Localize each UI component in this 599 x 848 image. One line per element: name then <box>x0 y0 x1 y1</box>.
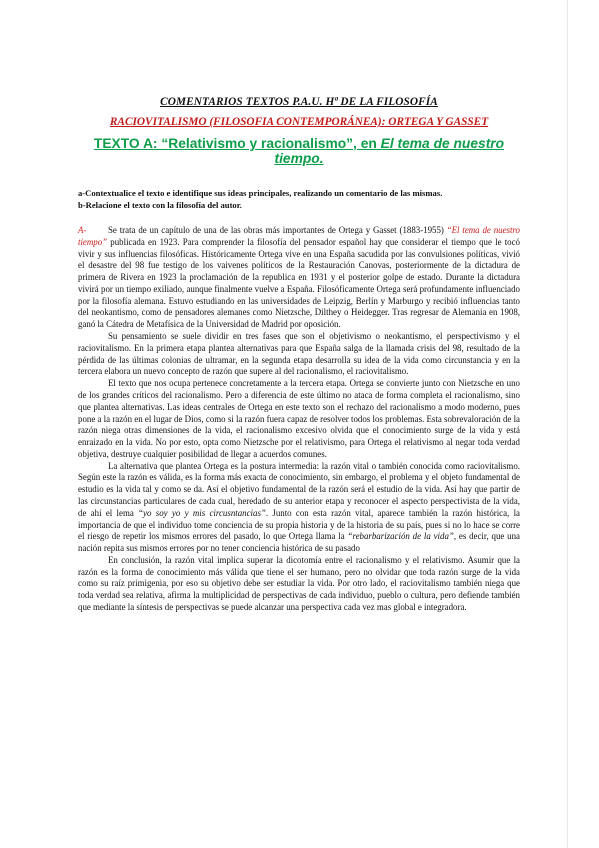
document-title: COMENTARIOS TEXTOS P.A.U. Hª DE LA FILOSOFÍA <box>160 96 438 108</box>
paragraph-1 <box>78 225 520 331</box>
paragraph-4-quote-2: “rebarbarización de la vida” <box>347 531 454 542</box>
paragraph-1-work-title: “El tema de nuestro tiempo” <box>78 225 520 247</box>
question-b: b-Relacione el texto con la filosofía del autor. <box>78 199 242 210</box>
paragraph-1-text-b: publicada en 1923. Para comprender la filosofía del pensador español hay que considerar el tiempo que le tocó vivir y sus influencias filosóficas. Históricamente Ortega vive en una España sacudida por las convulsiones políticas, vivió el desastre del 98 fue testigo de los vaivenes políticos de la Restauración Canovas, posteriormente de la dictadura de primera de Rivera en 1923 la proclamación de la republica en 1931 y el posterior golpe de estado. Durante la dictadura vivirá por un tiempo exiliado, aunque finalmente vuelve a España. Filosóficamente Ortega será profundamente influenciado por la filosofía alemana. Estuvo estudiando en las universidades de Leipzig, Berlín y Marburgo y recibió influencias tanto del neokantismo, como de pensadores alemanes como Nietzsche, Dilthey o Heidegger. Tras regresar de Alemania en 1908, ganó la Cátedra de Metafísica de la Universidad de Madrid por oposición. <box>78 236 520 330</box>
paragraph-5: En conclusión, la razón vital implica superar la dicotomía entre el racionalismo y el relativismo. Asumir que la razón es la forma de conocimiento más válida que tiene el ser humano, pero no olvidar que toda razón surge de la vida como su raíz primigenia, por eso su objetivo debe ser estudiar la vida. Por otro lado, el raciovitalismo también niega que toda verdad sea relativa, afirma la multiplicidad de perspectivas de cada individuo, pueblo o cultura, pero defiende también que mediante la síntesis de perspectivas se puede alcanzar una perspectiva cada vez mas global e integradora. <box>78 554 520 612</box>
paragraph-4-text-a: La alternativa que plantea Ortega es la postura intermedia: la razón vital o también conocida como raciovitalismo. Según este la razón es válida, es la forma más exacta de conocimiento, sin embargo, el problema y el objeto fundamental de estudio es la vida tal y como se da. Así el objetivo fundamental de la razón será el estudio de la vida. Así hay que partir de las circunstancias particulares de cada cual, heredado de su anterior etapa y reconocer el aspecto perspectivista de la vida, de ahí el lema <box>78 460 520 518</box>
paragraph-3: El texto que nos ocupa pertenece concretamente a la tercera etapa. Ortega se convierte junto con Nietzsche en uno de los grandes críticos del racionalismo. Pero a diferencia de este último no ataca de forma completa el racionalismo, sino que plantea alternativas. Las ideas centrales de Ortega en este texto son el rechazo del racionalismo a modo moderno, pues pone a la razón en el lugar de Dios, como si la razón fuera capaz de resolver todos los problemas. Esta sobrevaloración de la razón niega otras dimensiones de la vida, el racionalismo excesivo olvida que el conocimiento surge de la vida y está enraizado en la vida. No por esto, opta como Nietzsche por el relativismo, para Ortega el relativismo al negar toda verdad objetiva, destruye cualquier posibilidad de llegar a acuerdos comunes. <box>78 378 520 459</box>
question-a: a-Contextualice el texto e identifique sus ideas principales, realizando un comentario de las mismas. <box>78 188 443 198</box>
paragraph-1-text-a: Se trata de un capítulo de una de las obras más importantes de Ortega y Gasset (1883-1955) <box>108 225 447 235</box>
text-heading-source: El tema de nuestro tiempo. <box>274 136 505 166</box>
paragraph-4-text-b: . Junto con esta razón vital, aparece también la razón histórica, la importancia de que el individuo tome conciencia de su propia historia y de la historia de su país, pues si no lo hace se corre el riesgo de repetir los mismos errores del pasado, lo que Ortega llama la <box>78 507 520 542</box>
page-edge-line <box>567 0 568 848</box>
section-label: A- <box>78 225 87 235</box>
text-heading <box>78 136 520 166</box>
paragraph-4-text-c: , es decir, que una nación repita sus mismos errores por no tener conciencia histórica de su pasado <box>78 531 520 554</box>
questions <box>78 188 520 211</box>
document-subtitle: RACIOVITALISMO (FILOSOFIA CONTEMPORÁNEA): ORTEGA Y GASSET <box>109 116 489 128</box>
commentary-body <box>78 225 520 614</box>
document-page <box>78 96 520 614</box>
paragraph-4 <box>78 461 520 555</box>
paragraph-2: Su pensamiento se suele dividir en tres fases que son el objetivismo o neokantismo, el perspectivismo y el raciovitalismo. En la primera etapa plantea alternativas para que España salga de la llamada crisis del 98, resultado de la pérdida de las últimas colonias de ultramar, en la segunda etapa desarrolla su idea de la vida como circunstancia y en la tercera elabora un nuevo concepto de razón que supere al del racionalismo, el raciovitalismo. <box>78 331 520 377</box>
text-heading-prefix: TEXTO A: “Relativismo y racionalismo”, en <box>93 136 381 151</box>
paragraph-4-quote-1: “yo soy yo y mis circusntancias” <box>138 507 266 518</box>
